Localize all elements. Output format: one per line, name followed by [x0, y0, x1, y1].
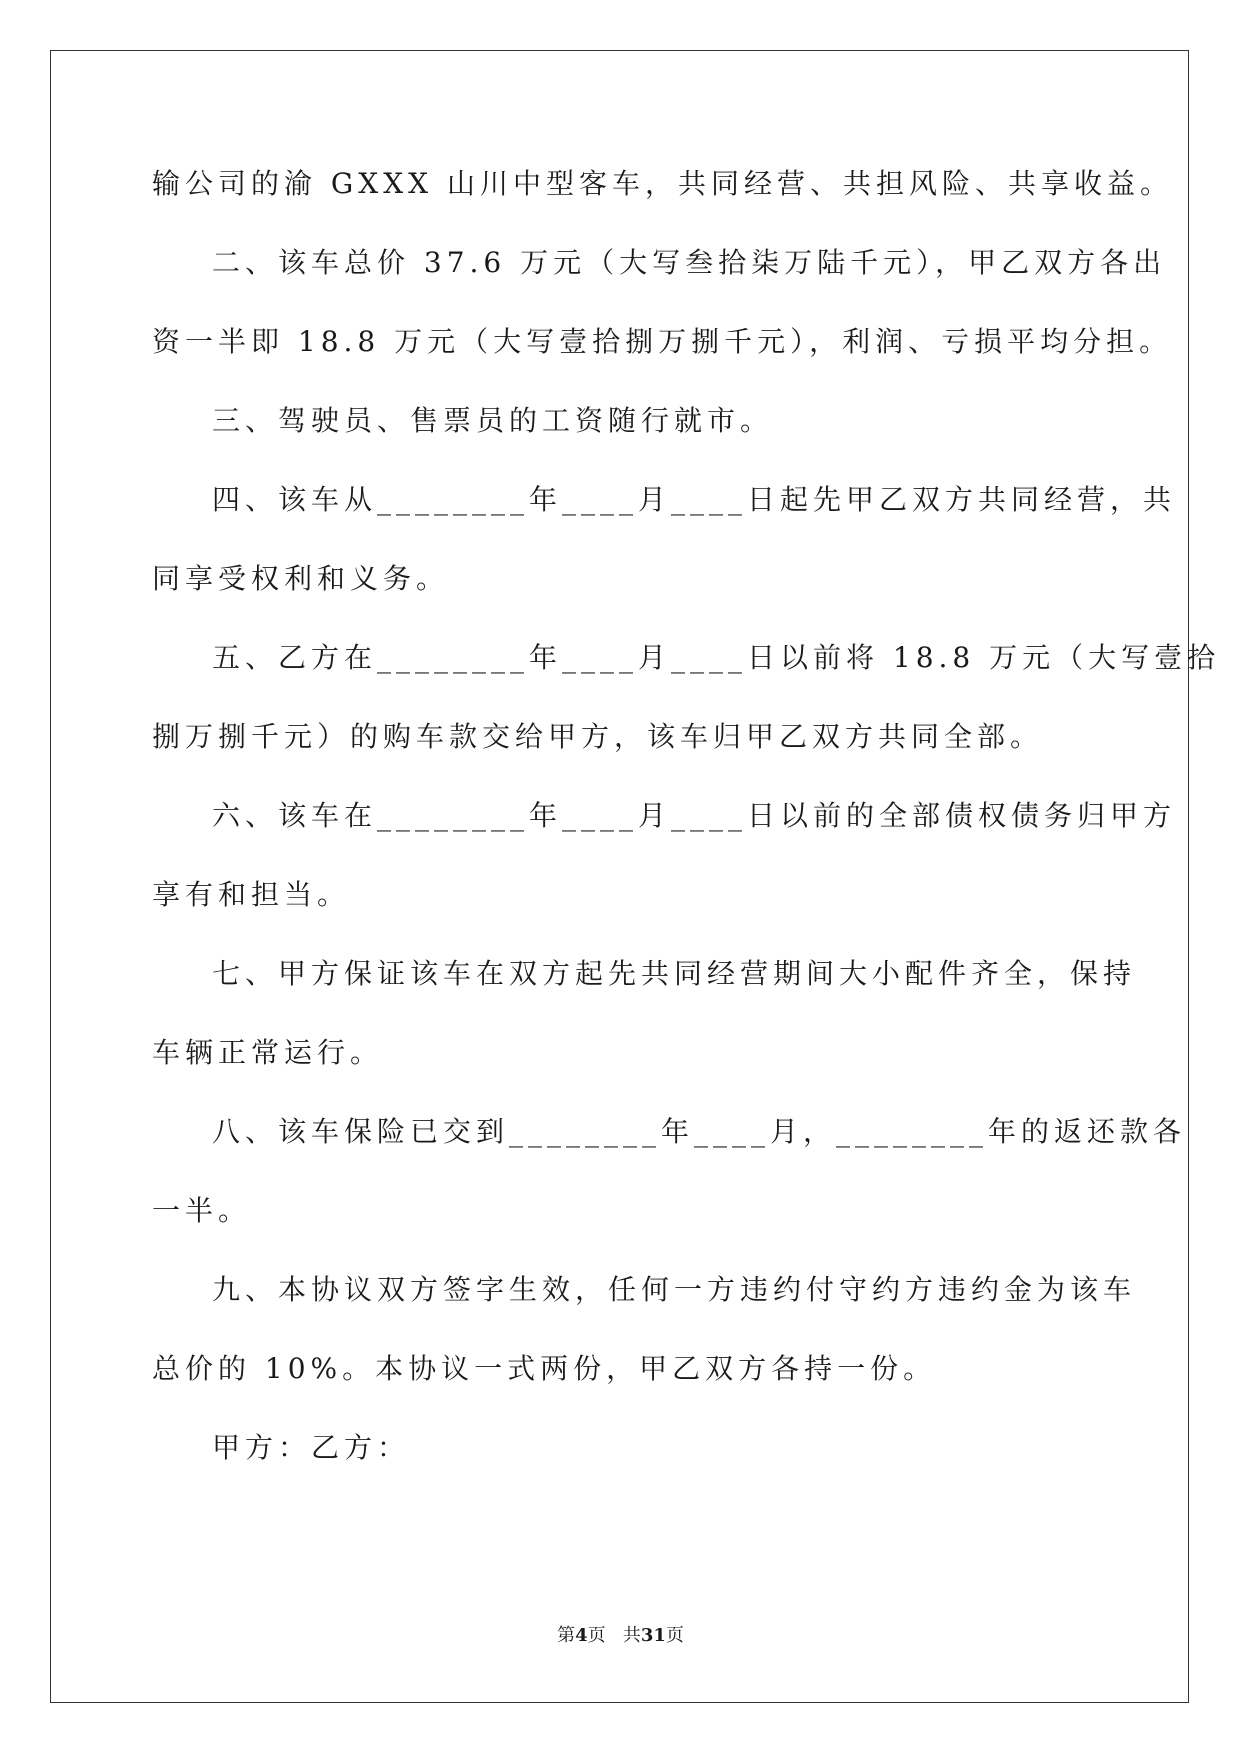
footer-total-prefix: 共 — [622, 1625, 641, 1646]
clause-6-line-2: 享有和担当。 — [152, 878, 351, 911]
clause-8-line-1: 八、该车保险已交到________年____月，________年的返还款各 — [212, 1115, 1187, 1148]
clause-9-line-1: 九、本协议双方签字生效，任何一方违约付守约方违约金为该车 — [212, 1273, 1137, 1306]
clause-4-line-1: 四、该车从________年____月____日起先甲乙双方共同经营，共 — [212, 483, 1177, 516]
clause-4-line-2: 同享受权利和义务。 — [152, 562, 450, 595]
page-footer — [0, 1624, 1241, 1648]
paragraph-line-1: 输公司的渝 GXXX 山川中型客车，共同经营、共担风险、共享收益。 — [152, 167, 1173, 200]
clause-7-line-1: 七、甲方保证该车在双方起先共同经营期间大小配件齐全，保持 — [212, 957, 1137, 990]
document-body — [152, 164, 1221, 1507]
signature-line: 甲方：乙方： — [212, 1431, 411, 1464]
clause-5-line-2: 捌万捌千元）的购车款交给甲方，该车归甲乙双方共同全部。 — [152, 720, 1044, 753]
clause-8-line-2: 一半。 — [152, 1194, 252, 1227]
clause-5-line-1: 五、乙方在________年____月____日以前将 18.8 万元（大写壹拾 — [212, 641, 1221, 674]
footer-prefix: 第 — [557, 1625, 576, 1646]
current-page-number: 4 — [575, 1625, 588, 1646]
total-pages-number: 31 — [640, 1625, 666, 1646]
footer-total-suffix: 页 — [665, 1625, 684, 1646]
footer-page-suffix: 页 — [587, 1625, 606, 1646]
clause-2-line-1: 二、该车总价 37.6 万元（大写叁拾柒万陆千元），甲乙双方各出 — [212, 246, 1167, 279]
clause-2-line-2: 资一半即 18.8 万元（大写壹拾捌万捌千元），利润、亏损平均分担。 — [152, 325, 1173, 358]
clause-7-line-2: 车辆正常运行。 — [152, 1036, 384, 1069]
clause-9-line-2: 总价的 10%。本协议一式两份，甲乙双方各持一份。 — [152, 1352, 937, 1385]
clause-6-line-1: 六、该车在________年____月____日以前的全部债权债务归甲方 — [212, 799, 1177, 832]
clause-3: 三、驾驶员、售票员的工资随行就市。 — [212, 404, 774, 437]
